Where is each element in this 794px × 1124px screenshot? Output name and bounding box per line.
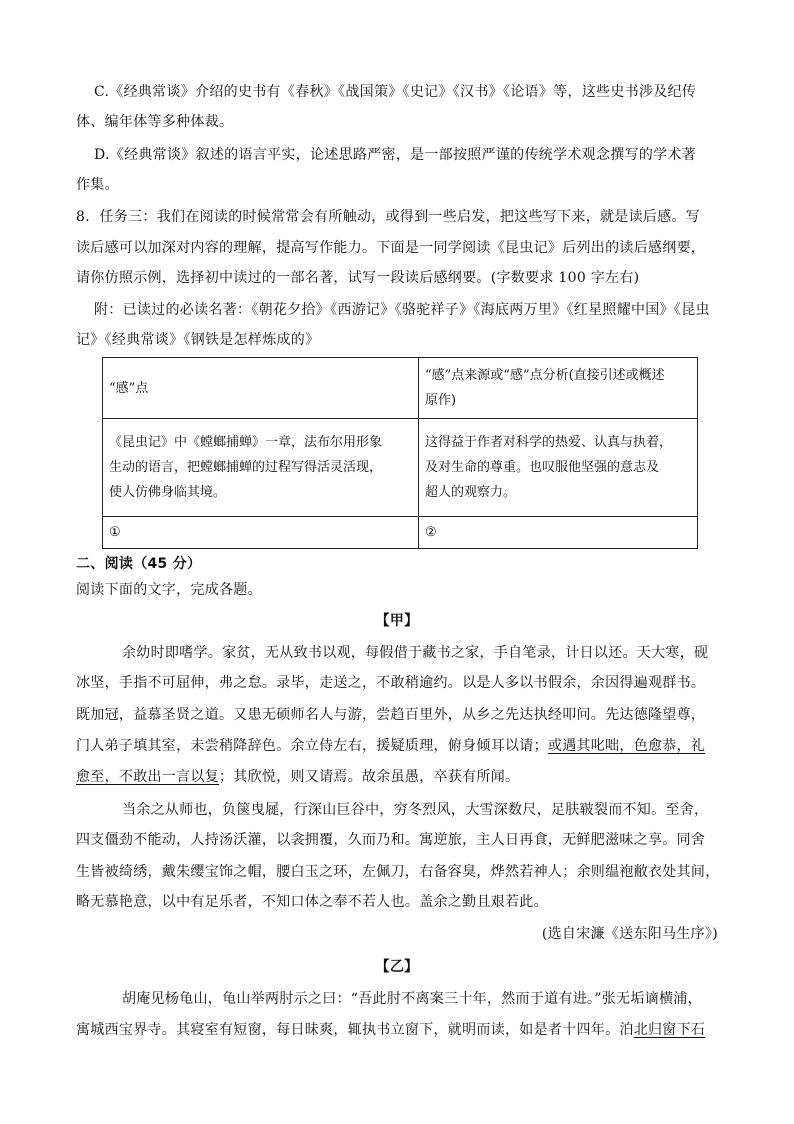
- question-8-line-1: 8．任务三：我们在阅读的时候常常会有所触动，或得到一些启发，把这些写下来，就是读后感。写: [76, 209, 701, 225]
- passage-yi-title: 【乙】: [375, 959, 419, 975]
- jia-para2-line-3: 生皆被绮绣，戴朱缨宝饰之帽，腰白玉之环，左佩刀，右备容臭，烨然若神人；余则缊袍敝衣处其间，: [76, 864, 720, 880]
- yi-line-1: 胡庵见杨龟山，龟山举两肘示之曰：“吾此肘不离案三十年，然而于道有进。”张无垢谪横浦，: [122, 991, 702, 1007]
- yi-line-2: [76, 1020, 726, 1040]
- jia-para1-line-3: 既加冠，益慕圣贤之道。又患无硕师名人与游，尝趋百里外，从乡之先达执经叩问。先达德隆望尊，: [76, 707, 706, 723]
- example-analysis-line: 超人的观察力。: [425, 485, 517, 500]
- jia-para1-line-4: [76, 736, 726, 756]
- yi-underlined-tail: 北归窗下石: [633, 1022, 706, 1038]
- section-2-heading: 二、阅读（45 分）: [76, 556, 202, 572]
- section-2-instruction: 阅读下面的文字，完成各题。: [76, 582, 262, 598]
- table-header-row: [103, 358, 698, 419]
- jia-para1-line-1: 余幼时即嗜学。家贫，无从致书以观，每假借于藏书之家，手自笔录，计日以还。天大寒，砚: [122, 645, 709, 661]
- example-point-line: 《昆虫记》中《螳螂捕蝉》一章，法布尔用形象: [109, 435, 383, 450]
- example-analysis-line: 及对生命的尊重。也叹服他坚强的意志及: [425, 460, 660, 475]
- option-c-line-2: 体、编年体等多种体裁。: [76, 114, 234, 130]
- header-analysis-line-1: “感”点来源或“感”点分析(直接引述或概述: [425, 368, 665, 383]
- answer-cell-2[interactable]: [419, 517, 698, 549]
- header-analysis-line-2: 原作): [425, 393, 457, 408]
- passage-jia-title: 【甲】: [375, 613, 419, 629]
- jia-para1-line-5: [76, 767, 726, 787]
- jia-para2-line-2: 四支僵劲不能动，人持汤沃灌，以衾拥覆，久而乃和。寓逆旅，主人日再食，无鲜肥滋味之享。同舍: [76, 832, 706, 848]
- underlined-sentence-part-2: 愈至，不敢出一言以复: [76, 769, 219, 785]
- jia-para1-line-5-tail: ；其欣悦，则又请焉。故余虽愚，卒获有所闻。: [219, 769, 520, 785]
- jia-para2-line-1: 当余之从师也，负箧曳屣，行深山巨谷中，穷冬烈风，大雪深数尺，足肤皲裂而不知。至舍，: [122, 802, 709, 818]
- example-analysis-line: 这得益于作者对科学的热爱、认真与执着，: [425, 435, 673, 450]
- underlined-sentence-part-1: 或遇其叱咄，色愈恭，礼: [547, 738, 706, 754]
- example-point-line: 生动的语言，把螳螂捕蝉的过程写得活灵活现，: [109, 460, 383, 475]
- header-cell-gan-point: [103, 358, 419, 419]
- jia-para1-line-4-text: 门人弟子填其室，未尝稍降辞色。余立侍左右，援疑质理，俯身倾耳以请；: [76, 738, 548, 754]
- table-example-row: [103, 419, 698, 517]
- jia-para1-line-2: 冰坚，手指不可屈伸，弗之怠。录毕，走送之，不敢稍逾约。以是人多以书假余，余因得遍观群书。: [76, 675, 706, 691]
- reading-list-note-line-1: 附：已读过的必读名著：《朝花夕拾》《西游记》《骆驼祥子》《海底两万里》《红星照耀中国》《昆虫: [94, 302, 710, 318]
- example-cell-gan-point: [103, 419, 419, 517]
- header-gan-point-label: “感”点: [109, 380, 149, 396]
- header-cell-gan-analysis: [419, 358, 698, 419]
- answer-marker-1: ①: [109, 525, 121, 540]
- reading-list-note-line-2: 记》《经典常谈》《钢铁是怎样炼成的》: [76, 332, 320, 348]
- question-8-line-2: 读后感可以加深对内容的理解，提高写作能力。下面是一同学阅读《昆虫记》后列出的读后感纲要，: [76, 240, 706, 256]
- jia-para2-line-4: 略无慕艳意，以中有足乐者，不知口体之奉不若人也。盖余之勤且艰若此。: [76, 894, 548, 910]
- option-c-line-1: C.《经典常谈》介绍的史书有《春秋》《战国策》《史记》《汉书》《论语》等，这些史书涉及纪传: [94, 84, 697, 100]
- answer-marker-2: ②: [425, 525, 437, 540]
- example-point-line: 使人仿佛身临其境。: [109, 485, 227, 500]
- reading-outline-table: [102, 357, 698, 549]
- table-answer-row: [103, 517, 698, 549]
- option-d-line-1: D.《经典常谈》叙述的语言平实，论述思路严密，是一部按照严谨的传统学术观念撰写的学术著: [94, 147, 697, 163]
- question-8-line-3: 请你仿照示例，选择初中读过的一部名著，试写一段读后感纲要。(字数要求 100 字左右): [76, 270, 640, 286]
- option-d-line-2: 作集。: [76, 177, 119, 193]
- answer-cell-1[interactable]: [103, 517, 419, 549]
- yi-line-2-text: 寓城西宝界寺。其寝室有短窗，每日昧爽，辄执书立窗下，就明而读，如是者十四年。泊: [76, 1022, 634, 1038]
- example-cell-gan-analysis: [419, 419, 698, 517]
- passage-jia-source: (选自宋濂《送东阳马生序》): [541, 926, 718, 942]
